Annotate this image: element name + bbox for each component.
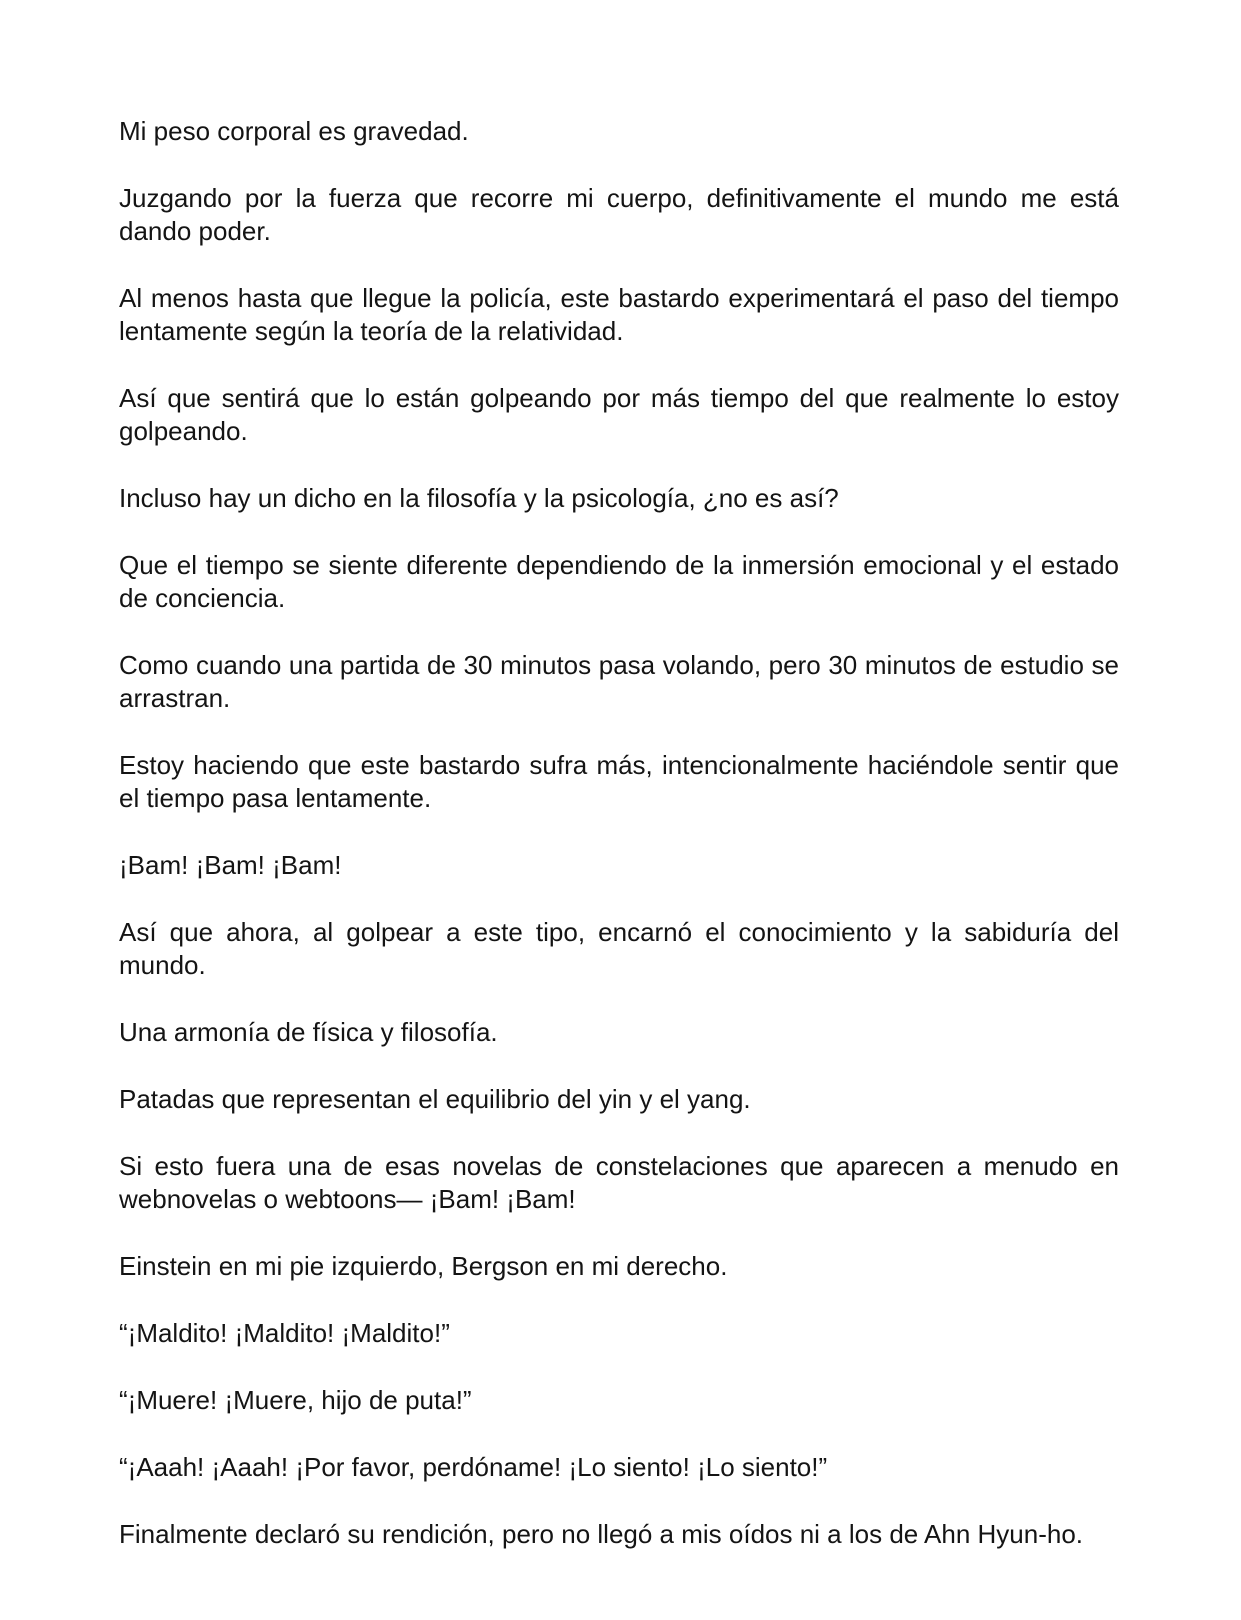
paragraph: Mi peso corporal es gravedad.: [119, 116, 469, 146]
paragraph: Incluso hay un dicho en la filosofía y la psicología, ¿no es así?: [119, 483, 839, 513]
paragraph: Si esto fuera una de esas novelas de constelaciones que aparecen a menudo en webnovelas o webtoons— ¡Bam! ¡Bam!: [119, 1151, 1119, 1214]
paragraph: Juzgando por la fuerza que recorre mi cuerpo, definitivamente el mundo me está dando poder.: [119, 183, 1119, 246]
paragraph: Como cuando una partida de 30 minutos pasa volando, pero 30 minutos de estudio se arrastran.: [119, 650, 1119, 713]
paragraph: Así que ahora, al golpear a este tipo, encarnó el conocimiento y la sabiduría del mundo.: [119, 917, 1119, 980]
paragraph: Al menos hasta que llegue la policía, este bastardo experimentará el paso del tiempo lentamente según la teoría de la relatividad.: [119, 283, 1119, 346]
paragraph: Que el tiempo se siente diferente dependiendo de la inmersión emocional y el estado de conciencia.: [119, 550, 1119, 613]
document-body: [119, 115, 1119, 1551]
paragraph: “¡Maldito! ¡Maldito! ¡Maldito!”: [119, 1318, 450, 1348]
paragraph: Así que sentirá que lo están golpeando por más tiempo del que realmente lo estoy golpeando.: [119, 383, 1119, 446]
paragraph: Patadas que representan el equilibrio del yin y el yang.: [119, 1084, 751, 1114]
paragraph: Estoy haciendo que este bastardo sufra más, intencionalmente haciéndole sentir que el tiempo pasa lentamente.: [119, 750, 1119, 813]
paragraph: Finalmente declaró su rendición, pero no llegó a mis oídos ni a los de Ahn Hyun-ho.: [119, 1519, 1084, 1549]
paragraph: “¡Aaah! ¡Aaah! ¡Por favor, perdóname! ¡Lo siento! ¡Lo siento!”: [119, 1452, 828, 1482]
paragraph: Una armonía de física y filosofía.: [119, 1017, 498, 1047]
paragraph: ¡Bam! ¡Bam! ¡Bam!: [119, 850, 342, 880]
paragraph: Einstein en mi pie izquierdo, Bergson en mi derecho.: [119, 1251, 728, 1281]
paragraph: “¡Muere! ¡Muere, hijo de puta!”: [119, 1385, 472, 1415]
